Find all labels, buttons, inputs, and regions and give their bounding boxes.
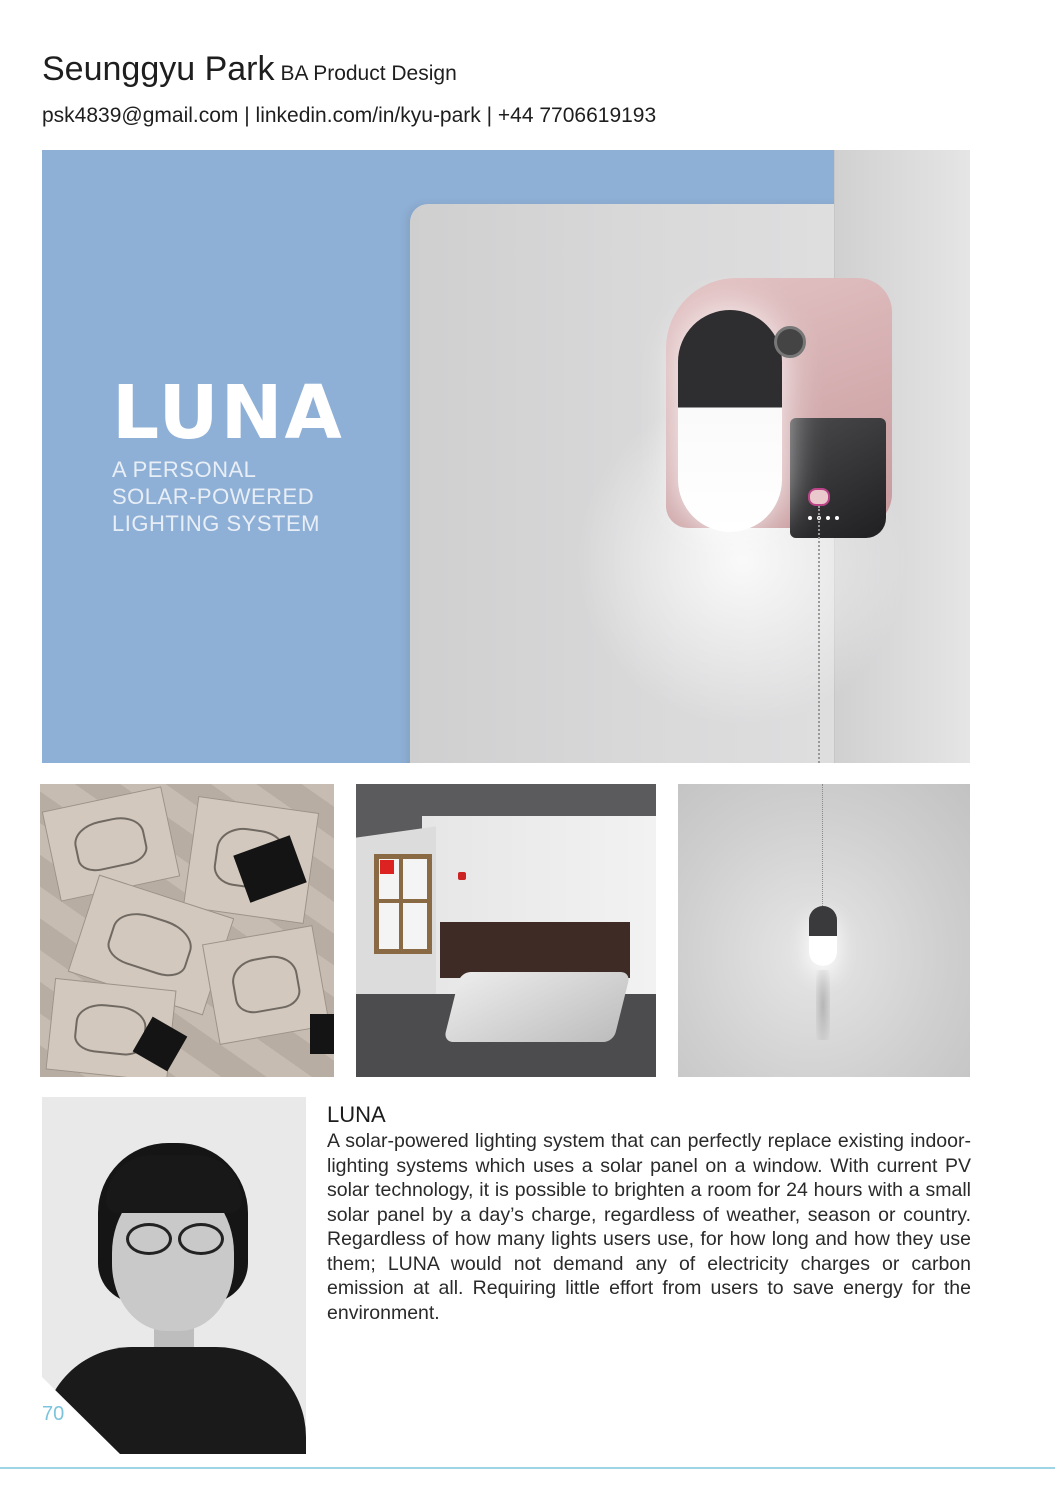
- project-description: A solar-powered lighting system that can perfectly replace existing indoor-lighting systems which uses a solar panel on a window. With current PV solar technology, it is possible to brighten a room for 24 hours with a small solar panel by a day’s charge, regardless of weather, season or country. Regardless of how many lights users use, for how long and how they use them; LUNA would not demand any of electricity charges or carbon emission at all. Requiring little effort from users to save energy for the environment.: [327, 1130, 971, 1324]
- contact-line: psk4839@gmail.com | linkedin.com/in/kyu-park | +44 7706619193: [42, 104, 657, 127]
- tagline-line: A PERSONAL: [112, 457, 257, 482]
- pendant-shadow: [816, 970, 830, 1040]
- lamp-body: [790, 418, 886, 538]
- portrait-glasses: [122, 1223, 226, 1251]
- hero-image: [42, 150, 970, 763]
- name-line: [42, 52, 457, 86]
- room-render-image: [356, 784, 656, 1077]
- tagline-line: LIGHTING SYSTEM: [112, 511, 320, 536]
- sketches-image: [40, 784, 334, 1077]
- lamp-knob: [774, 326, 806, 358]
- lamp-button: [808, 488, 830, 506]
- portrait-body: [42, 1347, 306, 1454]
- designer-portrait: [42, 1097, 306, 1454]
- pendant-lamp: [809, 906, 837, 966]
- lamp-capsule: [678, 310, 782, 532]
- sketch-dark-shape: [310, 1014, 334, 1054]
- project-title: LUNA: [327, 1102, 386, 1127]
- pendant-cord: [822, 784, 824, 908]
- page-number: 70: [42, 1403, 65, 1425]
- pendant-lamp-image: [678, 784, 970, 1077]
- portrait-fringe: [106, 1155, 242, 1213]
- hero-tagline: [112, 456, 320, 537]
- solar-panel-marker: [380, 860, 394, 874]
- degree-label: BA Product Design: [280, 62, 457, 85]
- lamp-indicator-leds: [808, 516, 839, 520]
- footer-rule: [0, 1467, 1055, 1469]
- room-lamp: [458, 872, 466, 880]
- luna-logo: LUNA: [112, 370, 344, 456]
- room-bed: [443, 972, 630, 1042]
- pull-cord: [818, 506, 821, 763]
- room-headboard: [440, 922, 630, 978]
- page-header: [42, 52, 457, 86]
- tagline-line: SOLAR-POWERED: [112, 484, 315, 509]
- designer-name: Seunggyu Park: [42, 50, 275, 88]
